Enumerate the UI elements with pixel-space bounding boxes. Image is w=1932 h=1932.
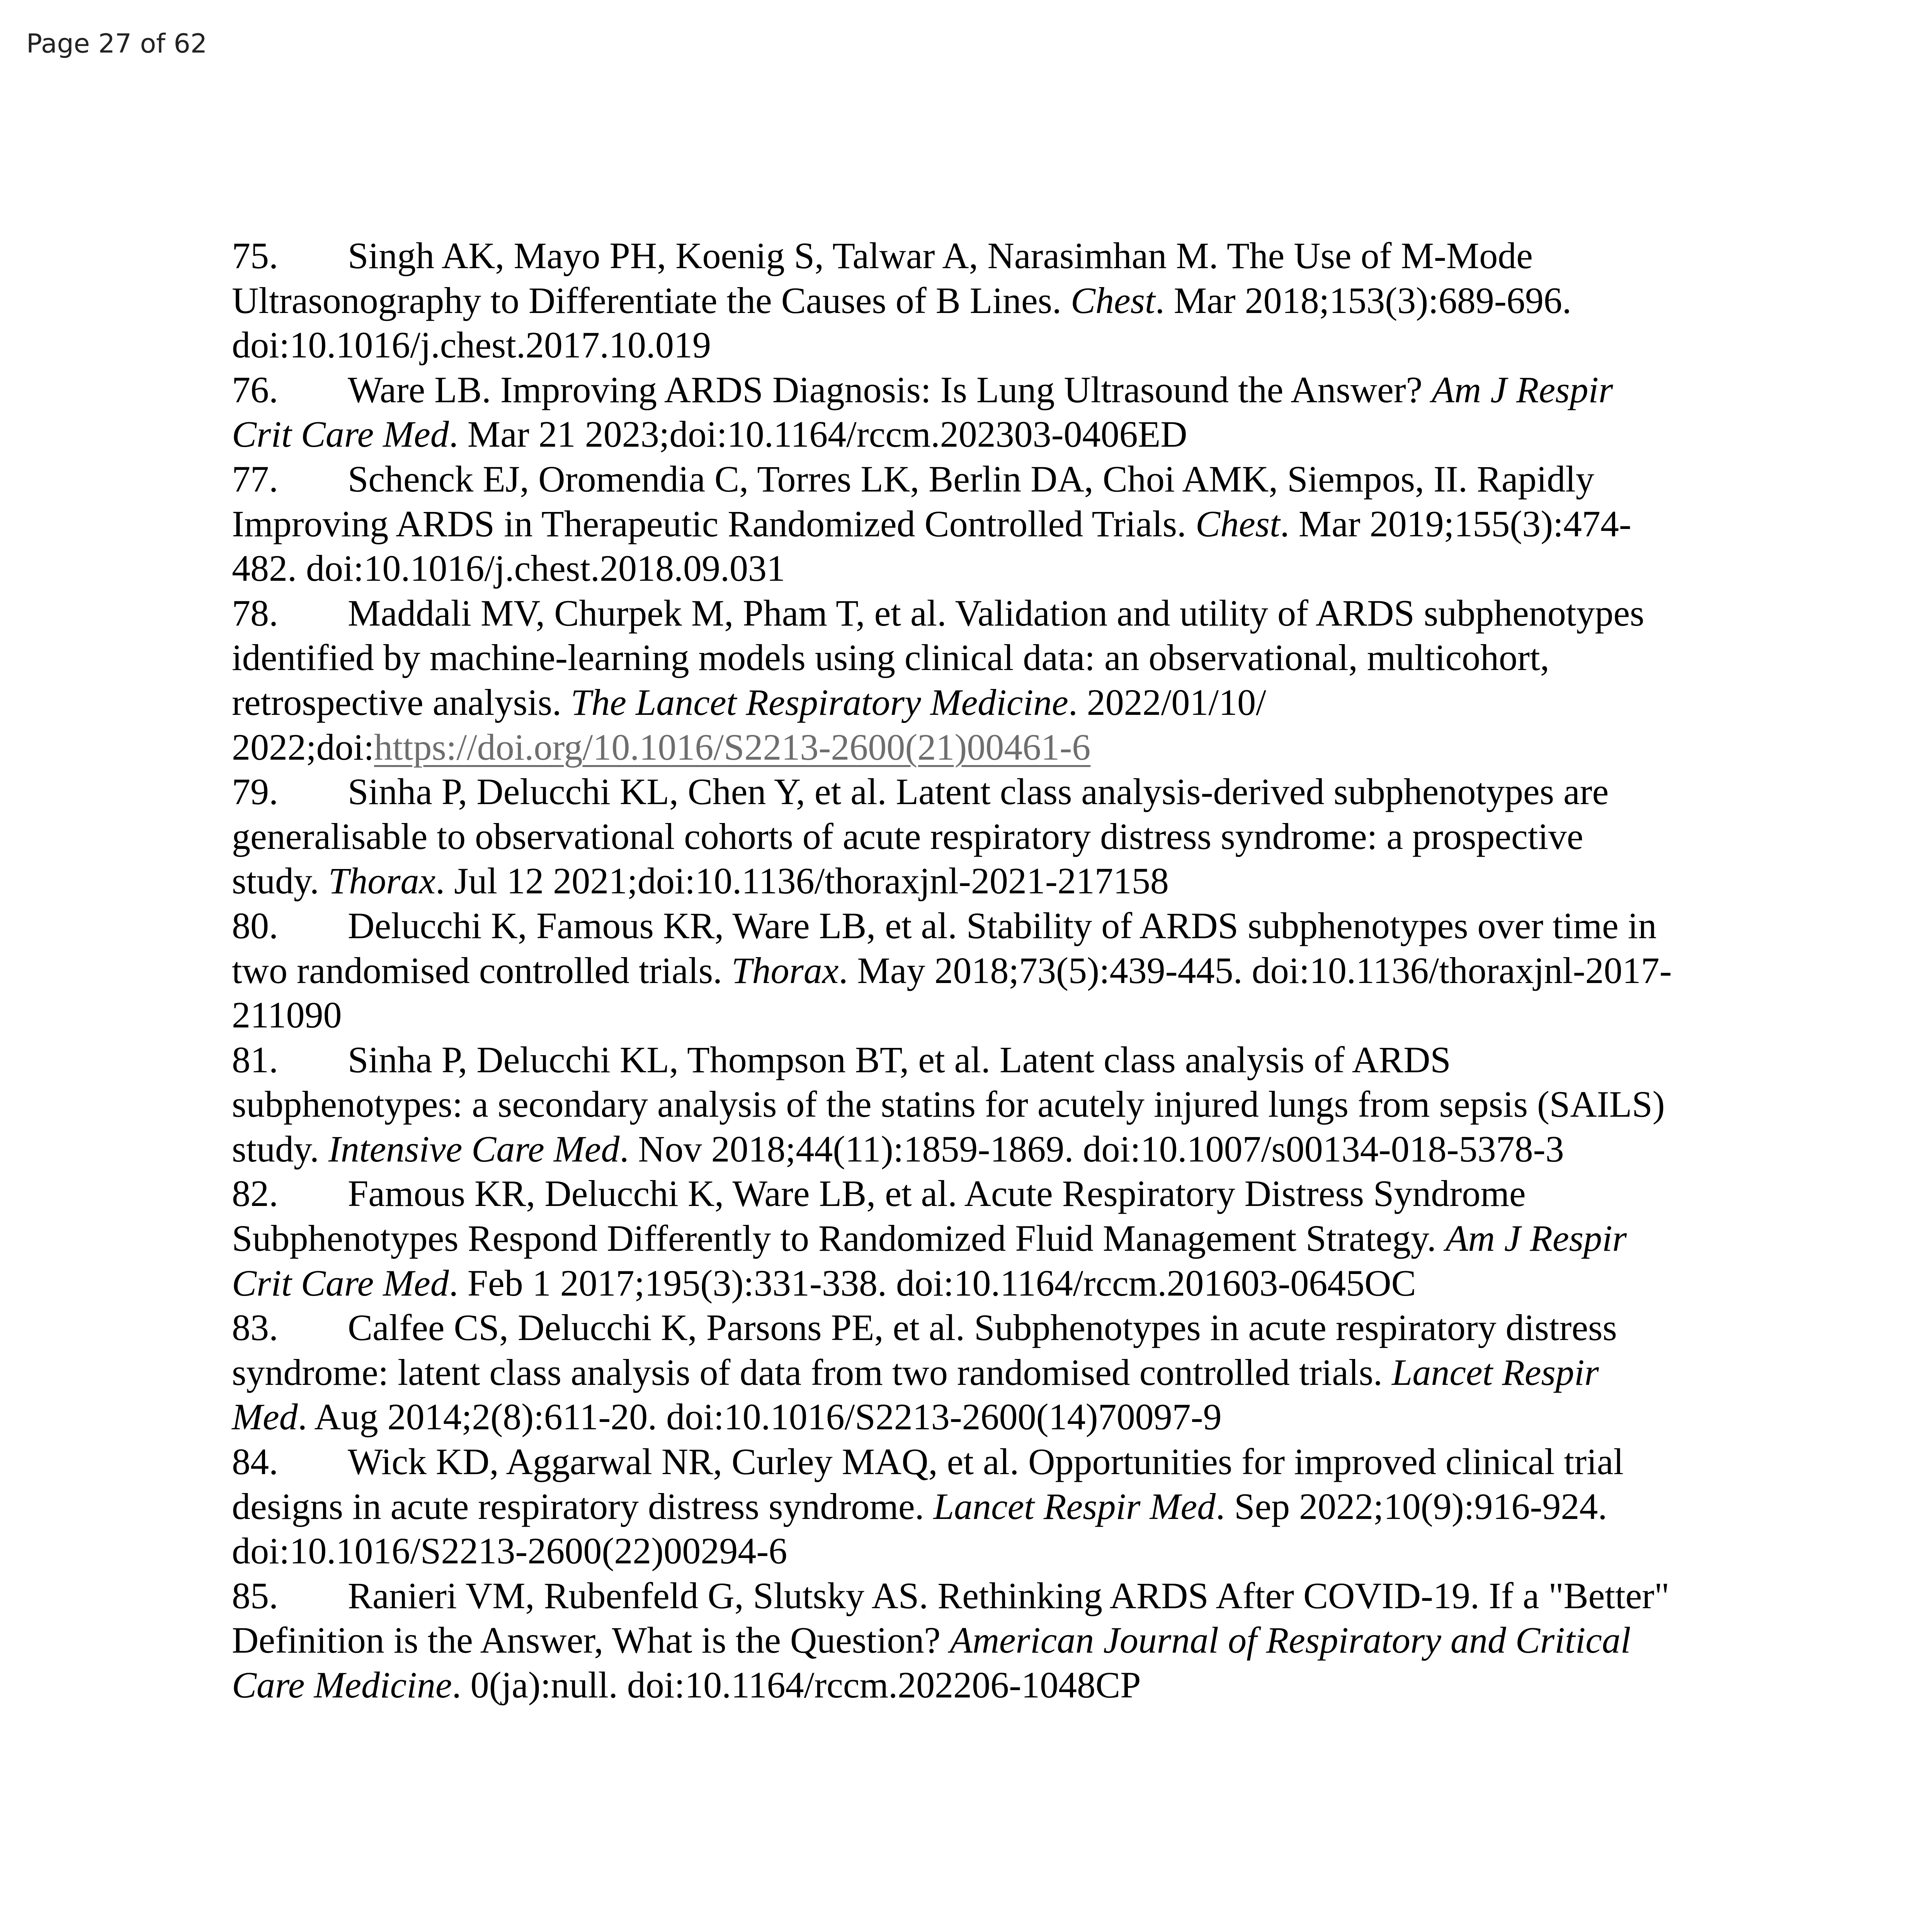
reference-item	[232, 591, 1739, 769]
journal-title: Lancet Respir Med	[933, 1485, 1216, 1527]
reference-number: 83.	[232, 1307, 278, 1349]
reference-text: 211090	[232, 994, 342, 1036]
reference-text: doi:10.1016/j.chest.2017.10.019	[232, 324, 711, 366]
reference-text: Ultrasonography to Differentiate the Causes of B Lines.	[232, 279, 1071, 321]
reference-line	[232, 993, 1739, 1037]
reference-text: . May 2018;73(5):439-445. doi:10.1136/thoraxjnl-2017-	[838, 949, 1672, 991]
reference-line	[232, 1663, 1739, 1708]
reference-line	[232, 457, 1739, 502]
reference-line	[232, 680, 1739, 725]
reference-line	[232, 1216, 1739, 1261]
reference-line	[232, 1171, 1739, 1216]
reference-line	[232, 278, 1739, 323]
reference-number: 81.	[232, 1039, 278, 1080]
reference-number: 79.	[232, 771, 278, 813]
reference-list	[232, 233, 1739, 1708]
journal-title: Thorax	[328, 860, 436, 902]
reference-text: Sinha P, Delucchi KL, Chen Y, et al. Latent class analysis-derived subphenotypes are	[348, 771, 1609, 813]
journal-title: The Lancet Respiratory Medicine	[571, 681, 1068, 723]
reference-line	[232, 1261, 1739, 1306]
reference-text: Subphenotypes Respond Differently to Randomized Fluid Management Strategy.	[232, 1218, 1446, 1259]
reference-item	[232, 903, 1739, 1037]
reference-line	[232, 323, 1739, 367]
reference-line	[232, 502, 1739, 546]
reference-text: Delucchi K, Famous KR, Ware LB, et al. Stability of ARDS subphenotypes over time in	[348, 905, 1657, 946]
journal-title: Am J Respir	[1432, 369, 1613, 410]
reference-text: identified by machine-learning models using clinical data: an observational, multicohort,	[232, 637, 1549, 679]
reference-item	[232, 1439, 1739, 1573]
reference-item	[232, 1573, 1739, 1708]
reference-line	[232, 1037, 1739, 1082]
reference-text: study.	[232, 860, 328, 902]
reference-line	[232, 591, 1739, 636]
journal-title: Chest	[1196, 503, 1280, 544]
reference-text: retrospective analysis.	[232, 681, 571, 723]
reference-number: 84.	[232, 1441, 278, 1483]
reference-text: . Aug 2014;2(8):611-20. doi:10.1016/S2213-2600(14)70097-9	[298, 1396, 1222, 1438]
reference-text: Improving ARDS in Therapeutic Randomized Controlled Trials.	[232, 503, 1196, 544]
journal-title: Crit Care Med	[232, 1262, 449, 1304]
reference-text: 2022;doi:	[232, 726, 374, 768]
reference-text: doi:10.1016/S2213-2600(22)00294-6	[232, 1530, 787, 1572]
reference-text: . Feb 1 2017;195(3):331-338. doi:10.1164/rccm.201603-0645OC	[449, 1262, 1416, 1304]
reference-text: . Mar 21 2023;doi:10.1164/rccm.202303-0406ED	[449, 413, 1187, 455]
journal-title: Crit Care Med	[232, 413, 449, 455]
reference-number: 77.	[232, 458, 278, 500]
reference-number: 76.	[232, 369, 278, 410]
journal-title: American Journal of Respiratory and Critical	[950, 1619, 1631, 1661]
journal-title: Am J Respir	[1445, 1218, 1627, 1259]
reference-text: generalisable to observational cohorts of acute respiratory distress syndrome: a prospective	[232, 815, 1583, 857]
reference-line	[232, 1618, 1739, 1663]
reference-number: 75.	[232, 235, 278, 276]
journal-title: Thorax	[731, 949, 839, 991]
journal-title: Intensive Care Med	[328, 1128, 620, 1170]
reference-number: 85.	[232, 1575, 278, 1616]
reference-text: Sinha P, Delucchi KL, Thompson BT, et al. Latent class analysis of ARDS	[348, 1039, 1451, 1080]
reference-line	[232, 814, 1739, 859]
reference-text: . 0(ja):null. doi:10.1164/rccm.202206-1048CP	[452, 1664, 1141, 1706]
reference-item	[232, 233, 1739, 367]
reference-item	[232, 769, 1739, 903]
journal-title: Care Medicine	[232, 1664, 452, 1706]
reference-item	[232, 457, 1739, 591]
reference-line	[232, 635, 1739, 680]
reference-text: 482. doi:10.1016/j.chest.2018.09.031	[232, 548, 785, 589]
page-number-label: Page 27 of 62	[26, 29, 207, 59]
reference-text: . Mar 2018;153(3):689-696.	[1155, 279, 1571, 321]
reference-line	[232, 903, 1739, 948]
reference-item	[232, 1037, 1739, 1172]
reference-line	[232, 546, 1739, 591]
reference-number: 78.	[232, 592, 278, 634]
reference-line	[232, 1305, 1739, 1350]
reference-line	[232, 1082, 1739, 1127]
reference-line	[232, 948, 1739, 993]
reference-item	[232, 367, 1739, 457]
reference-line	[232, 859, 1739, 903]
reference-line	[232, 412, 1739, 457]
reference-text: Wick KD, Aggarwal NR, Curley MAQ, et al. Opportunities for improved clinical trial	[348, 1441, 1624, 1483]
reference-line	[232, 367, 1739, 412]
reference-text: Singh AK, Mayo PH, Koenig S, Talwar A, Narasimhan M. The Use of M-Mode	[348, 235, 1533, 276]
reference-line	[232, 1573, 1739, 1618]
reference-text: . Mar 2019;155(3):474-	[1280, 503, 1631, 544]
reference-text: . Jul 12 2021;doi:10.1136/thoraxjnl-2021-217158	[435, 860, 1169, 902]
reference-item	[232, 1305, 1739, 1439]
reference-line	[232, 769, 1739, 814]
reference-text: Ware LB. Improving ARDS Diagnosis: Is Lung Ultrasound the Answer?	[348, 369, 1432, 410]
reference-text: designs in acute respiratory distress syndrome.	[232, 1485, 934, 1527]
reference-text: syndrome: latent class analysis of data from two randomised controlled trials.	[232, 1351, 1392, 1393]
reference-text: . Nov 2018;44(11):1859-1869. doi:10.1007/s00134-018-5378-3	[619, 1128, 1564, 1170]
reference-text: Ranieri VM, Rubenfeld G, Slutsky AS. Rethinking ARDS After COVID-19. If a "Better"	[348, 1575, 1670, 1616]
reference-line	[232, 1127, 1739, 1172]
reference-text: Famous KR, Delucchi K, Ware LB, et al. Acute Respiratory Distress Syndrome	[348, 1173, 1526, 1214]
reference-line	[232, 725, 1739, 770]
doi-link[interactable]: https://doi.org/10.1016/S2213-2600(21)00461-6	[374, 726, 1091, 768]
reference-text: Maddali MV, Churpek M, Pham T, et al. Validation and utility of ARDS subphenotypes	[348, 592, 1645, 634]
reference-text: Schenck EJ, Oromendia C, Torres LK, Berlin DA, Choi AMK, Siempos, II. Rapidly	[348, 458, 1594, 500]
reference-text: two randomised controlled trials.	[232, 949, 732, 991]
journal-title: Lancet Respir	[1391, 1351, 1599, 1393]
reference-line	[232, 1395, 1739, 1439]
reference-text: Calfee CS, Delucchi K, Parsons PE, et al. Subphenotypes in acute respiratory distress	[348, 1307, 1617, 1349]
reference-item	[232, 1171, 1739, 1305]
reference-number: 80.	[232, 905, 278, 946]
journal-title: Chest	[1071, 279, 1155, 321]
reference-text: . Sep 2022;10(9):916-924.	[1216, 1485, 1607, 1527]
reference-text: . 2022/01/10/	[1068, 681, 1266, 723]
reference-text: study.	[232, 1128, 328, 1170]
journal-title: Med	[232, 1396, 298, 1438]
reference-line	[232, 1484, 1739, 1529]
reference-line	[232, 1529, 1739, 1573]
reference-text: Definition is the Answer, What is the Question?	[232, 1619, 950, 1661]
reference-line	[232, 1439, 1739, 1484]
reference-text: subphenotypes: a secondary analysis of the statins for acutely injured lungs from sepsis (SAILS)	[232, 1083, 1665, 1125]
reference-line	[232, 233, 1739, 278]
reference-number: 82.	[232, 1173, 278, 1214]
reference-line	[232, 1350, 1739, 1395]
